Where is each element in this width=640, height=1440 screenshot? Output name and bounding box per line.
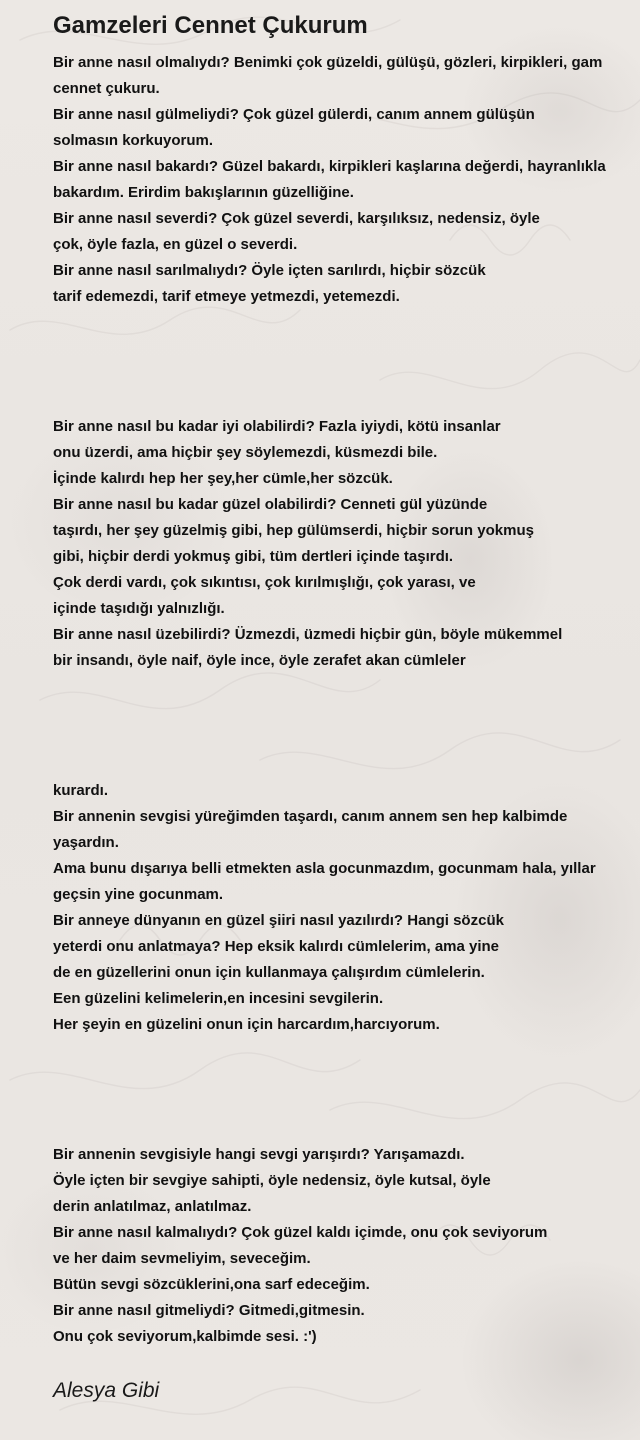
poem-line: yeterdi onu anlatmaya? Hep eksik kalırdı cümlelerim, ama yine xyxy=(53,938,500,955)
poem-line: Een güzelini kelimelerin,en incesini sevgilerin. xyxy=(53,990,384,1007)
stanza-spacer xyxy=(53,310,640,414)
poem-line: Bir anne nasıl sarılmalıydı? Öyle içten sarılırdı, hiçbir sözcük xyxy=(53,262,486,279)
stanza-4 xyxy=(53,1142,640,1350)
poem-line: solmasın korkuyorum. xyxy=(53,132,214,149)
poem-line: Bir anne nasıl üzebilirdi? Üzmezdi, üzmedi hiçbir gün, böyle mükemmel xyxy=(53,626,563,643)
poem-line: Ama bunu dışarıya belli etmekten asla gocunmazdım, gocunmam hala, yıllar xyxy=(53,860,596,877)
poem-line: Onu çok seviyorum,kalbimde sesi. :') xyxy=(53,1328,317,1345)
poem-line: Bir anne nasıl bu kadar iyi olabilirdi? Fazla iyiydi, kötü insanlar xyxy=(53,418,501,435)
poem-line: Öyle içten bir sevgiye sahipti, öyle nedensiz, öyle kutsal, öyle xyxy=(53,1172,491,1189)
poem-line: gibi, hiçbir derdi yokmuş gibi, tüm dertleri içinde taşırdı. xyxy=(53,548,454,565)
poem-line: onu üzerdi, ama hiçbir şey söylemezdi, küsmezdi bile. xyxy=(53,444,438,461)
poem-line: derin anlatılmaz, anlatılmaz. xyxy=(53,1198,252,1215)
stanza-3 xyxy=(53,778,640,1038)
poem-line: Bir anneye dünyanın en güzel şiiri nasıl yazılırdı? Hangi sözcük xyxy=(53,912,504,929)
poem-line: Çok derdi vardı, çok sıkıntısı, çok kırılmışlığı, çok yarası, ve xyxy=(53,574,476,591)
poem-line: taşırdı, her şey güzelmiş gibi, hep gülümserdi, hiçbir sorun yokmuş xyxy=(53,522,534,539)
stanza-spacer xyxy=(53,674,640,778)
poem-line: cennet çukuru. xyxy=(53,80,160,97)
poem-line: geçsin yine gocunmam. xyxy=(53,886,224,903)
poem-line: Bir annenin sevgisi yüreğimden taşardı, canım annem sen hep kalbimde xyxy=(53,808,568,825)
poem xyxy=(53,10,640,1350)
poem-line: Bir anne nasıl bakardı? Güzel bakardı, kirpikleri kaşlarına değerdi, hayranlıkla xyxy=(53,158,606,175)
poem-line: Bir anne nasıl olmalıydı? Benimki çok güzeldi, gülüşü, gözleri, kirpikleri, gam xyxy=(53,54,603,71)
poem-line: çok, öyle fazla, en güzel o severdi. xyxy=(53,236,298,253)
author-signature: Alesya Gibi xyxy=(53,1379,160,1402)
stanza-spacer xyxy=(53,1038,640,1142)
poem-line: yaşardın. xyxy=(53,834,119,851)
poem-line: Bir anne nasıl bu kadar güzel olabilirdi? Cenneti gül yüzünde xyxy=(53,496,488,513)
poem-line: Bir anne nasıl kalmalıydı? Çok güzel kaldı içimde, onu çok seviyorum xyxy=(53,1224,548,1241)
poem-line: ve her daim sevmeliyim, seveceğim. xyxy=(53,1250,311,1267)
poem-line: kurardı. xyxy=(53,782,109,799)
poem-line: içinde taşıdığı yalnızlığı. xyxy=(53,600,225,617)
poem-line: tarif edemezdi, tarif etmeye yetmezdi, yetemezdi. xyxy=(53,288,400,305)
poem-line: Bir anne nasıl gitmeliydi? Gitmedi,gitmesin. xyxy=(53,1302,365,1319)
poem-line: İçinde kalırdı hep her şey,her cümle,her sözcük. xyxy=(53,470,393,487)
poem-title: Gamzeleri Cennet Çukurum xyxy=(53,12,368,39)
poem-line: bakardım. Erirdim bakışlarının güzelliğine. xyxy=(53,184,354,201)
poem-line: Her şeyin en güzelini onun için harcardım,harcıyorum. xyxy=(53,1016,440,1033)
poem-line: Bütün sevgi sözcüklerini,ona sarf edeceğim. xyxy=(53,1276,370,1293)
poem-line: bir insandı, öyle naif, öyle ince, öyle zerafet akan cümleler xyxy=(53,652,466,669)
poem-line: Bir annenin sevgisiyle hangi sevgi yarışırdı? Yarışamazdı. xyxy=(53,1146,465,1163)
poem-line: Bir anne nasıl gülmeliydi? Çok güzel gülerdi, canım annem gülüşün xyxy=(53,106,535,123)
poem-line: Bir anne nasıl severdi? Çok güzel severdi, karşılıksız, nedensiz, öyle xyxy=(53,210,540,227)
poem-line: de en güzellerini onun için kullanmaya çalışırdım cümlelerin. xyxy=(53,964,485,981)
stanza-2 xyxy=(53,414,640,674)
stanza-1 xyxy=(53,50,640,310)
